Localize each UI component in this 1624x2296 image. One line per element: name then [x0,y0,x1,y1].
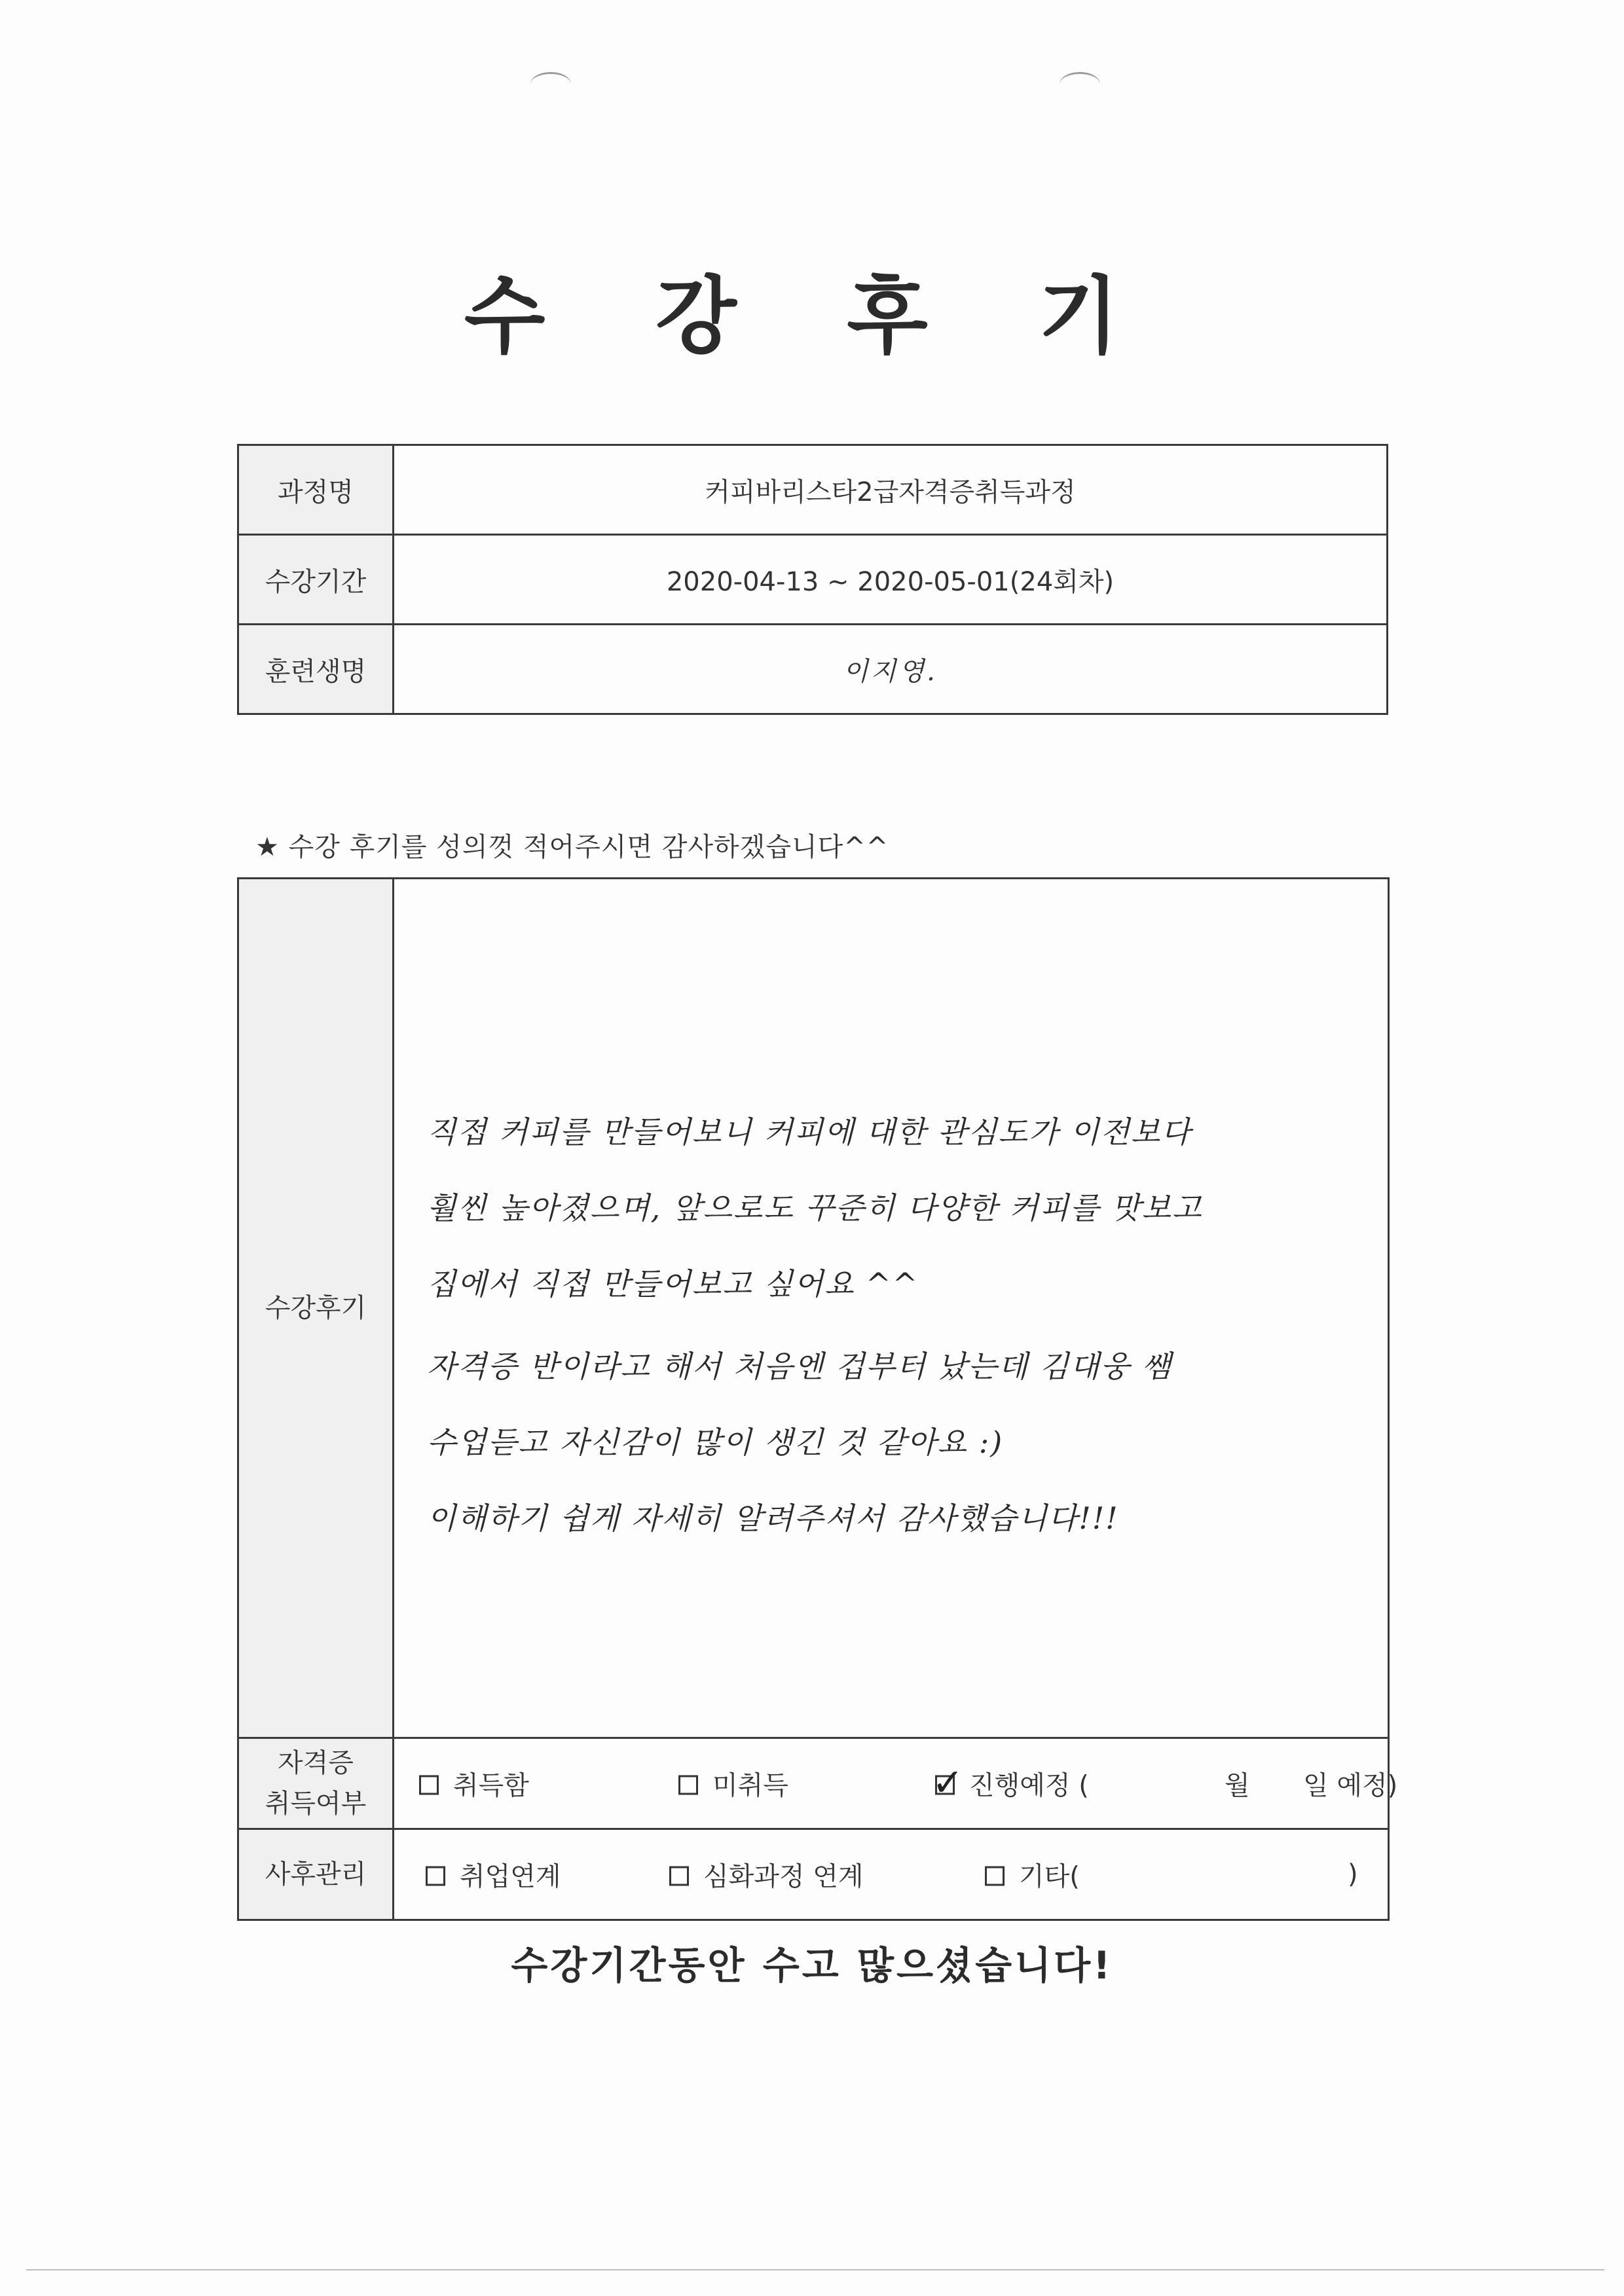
course-name-label: 과정명 [238,445,394,535]
punch-hole-left [530,72,571,96]
check-icon: ✓ [932,1760,964,1805]
review-notice: ★ 수강 후기를 성의껏 적어주시면 감사하겠습니다^^ [255,832,889,862]
checkbox-acquired[interactable] [419,1776,439,1795]
review-line: 자격증 반이라고 해서 처음엔 겁부터 났는데 김대웅 쌤 [427,1349,1172,1384]
month-label: 월 [1225,1770,1250,1801]
option-advanced-course-label: 심화과정 연계 [703,1861,864,1892]
review-table [237,877,1398,1921]
review-line: 수업듣고 자신감이 많이 생긴 것 같아요 :) [427,1425,1004,1460]
aftercare-row [238,1829,1389,1920]
document-title: 수 강 후 기 [464,268,1160,365]
option-not-acquired[interactable] [678,1765,788,1802]
option-acquired-label: 취득함 [453,1770,529,1801]
checkbox-other[interactable] [985,1867,1005,1886]
option-in-progress-label: 진행예정 ( [969,1770,1089,1801]
certification-row [238,1738,1389,1829]
course-period-row [238,535,1388,625]
review-body [394,879,1389,1738]
review-label: 수강후기 [238,879,394,1738]
certification-label [238,1738,394,1829]
trainee-name-value: 이지영. [394,625,1388,714]
certification-label-line1: 자격증 [278,1748,354,1778]
course-name-value: 커피바리스타2급자격증취득과정 [394,445,1388,535]
day-label: 일 예정) [1303,1770,1398,1801]
course-info-table [237,444,1388,715]
certification-options [394,1738,1398,1829]
option-job-link-label: 취업연계 [460,1861,561,1892]
option-job-link[interactable] [426,1856,561,1893]
course-period-value: 2020-04-13 ~ 2020-05-01(24회차) [394,535,1388,625]
review-line: 훨씬 높아졌으며, 앞으로도 꾸준히 다양한 커피를 맛보고 [427,1190,1203,1226]
checkbox-job-link[interactable] [426,1867,445,1886]
checkbox-in-progress[interactable] [932,1760,964,1805]
trainee-name-row [238,625,1388,714]
review-line: 직접 커피를 만들어보니 커피에 대한 관심도가 이전보다 [427,1114,1192,1150]
option-other[interactable] [985,1856,1080,1893]
option-advanced-course[interactable] [669,1856,864,1893]
option-other-label: 기타( [1019,1861,1080,1892]
aftercare-label: 사후관리 [238,1829,394,1920]
review-line: 이해하기 쉽게 자세히 알려주셔서 감사했습니다!!! [427,1501,1119,1536]
checkbox-advanced-course[interactable] [669,1867,689,1886]
course-name-row [238,445,1388,535]
bottom-divider [26,2269,1604,2270]
review-row [238,879,1389,1738]
option-acquired[interactable] [419,1765,529,1802]
review-text [394,1060,1388,1556]
trainee-name-label: 훈련생명 [238,625,394,714]
option-not-acquired-label: 미취득 [712,1770,788,1801]
course-period-label: 수강기간 [238,535,394,625]
closing-message: 수강기간동안 수고 많으셨습니다! [511,1943,1113,1988]
punch-hole-right [1060,72,1100,96]
option-in-progress[interactable] [932,1760,1089,1805]
other-close-paren: ) [1348,1859,1358,1889]
certification-label-line2: 취득여부 [265,1789,367,1819]
review-line: 집에서 직접 만들어보고 싶어요 ^^ [427,1266,919,1302]
aftercare-options [394,1829,1389,1920]
checkbox-not-acquired[interactable] [678,1776,698,1795]
